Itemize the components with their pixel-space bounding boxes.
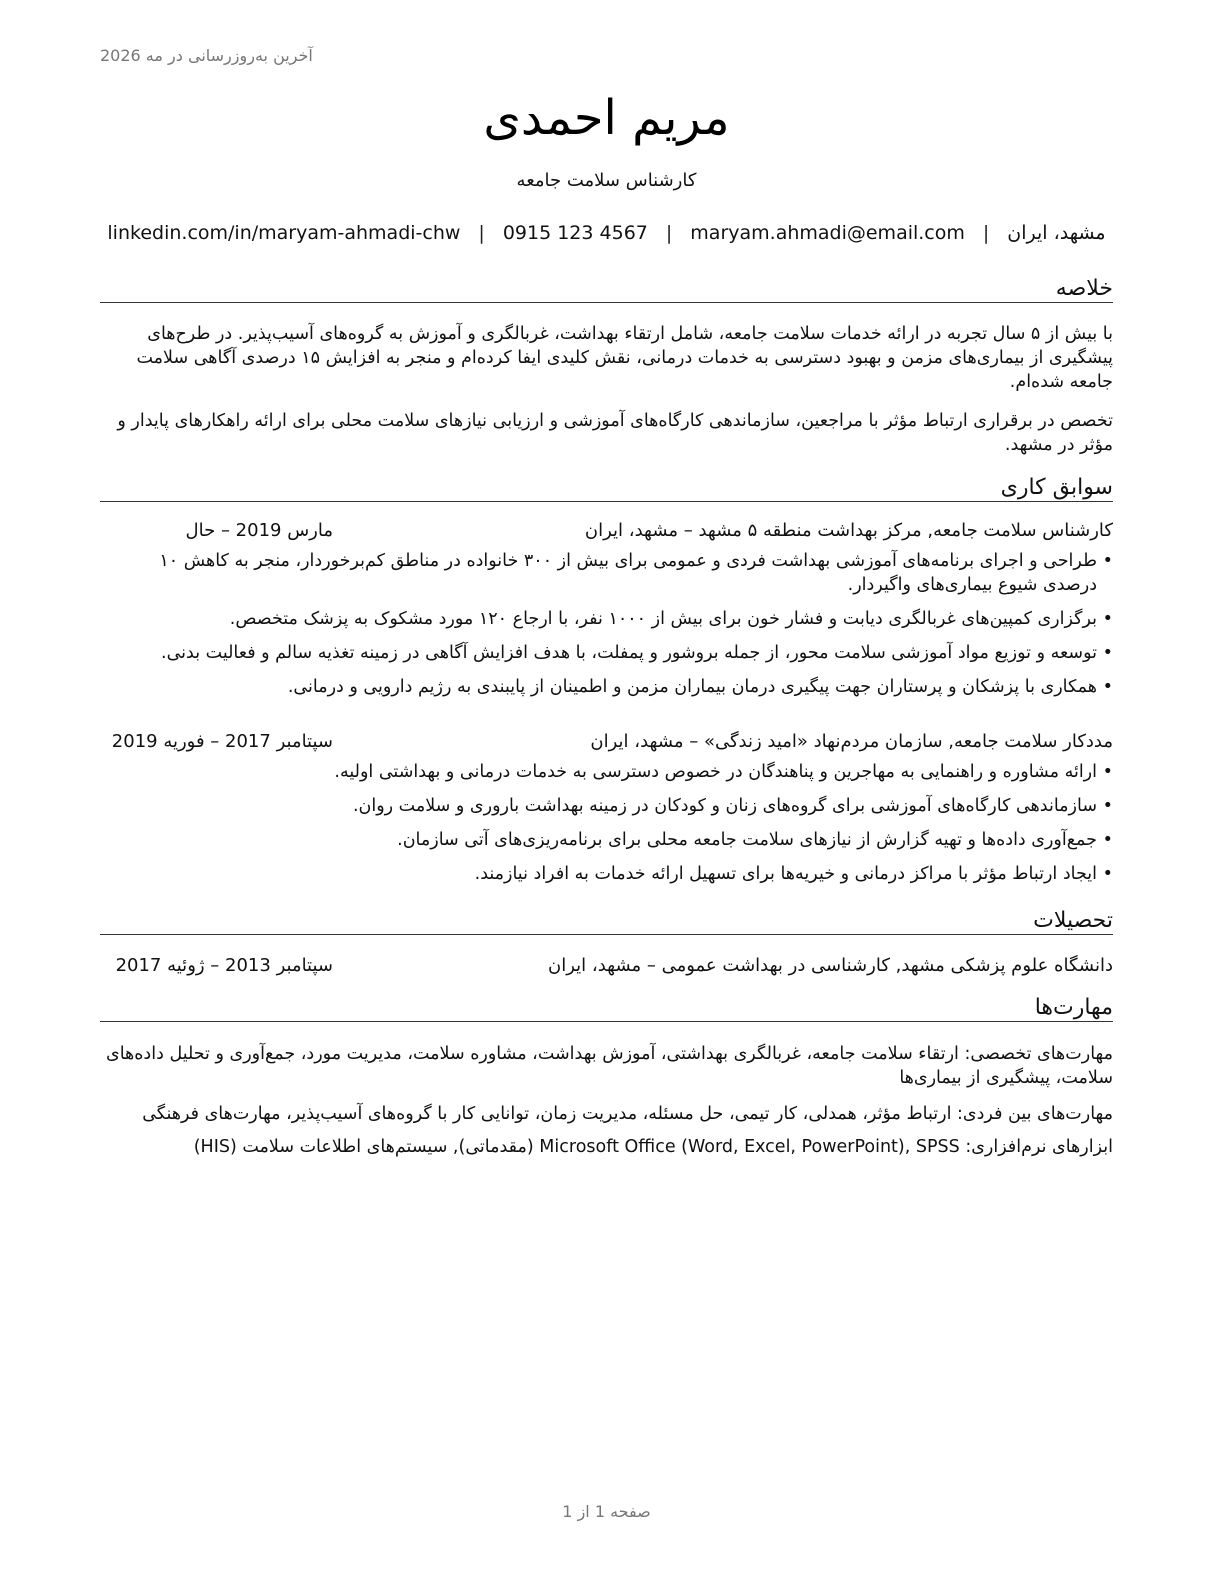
- section-title-skills: مهارت‌ها: [100, 995, 1113, 1022]
- section-title-experience: سوابق کاری: [100, 475, 1113, 502]
- job-bullet: • توسعه و توزیع مواد آموزشی سلامت محور، از جمله بروشور و پمفلت، با هدف افزایش آگاهی در زمینه تغذیه سالم و فعالیت بدنی.: [100, 641, 1113, 665]
- summary-paragraph-2: تخصص در برقراری ارتباط مؤثر با مراجعین، سازماندهی کارگاه‌های آموزشی و ارزیابی نیازهای سلامت محلی برای ارائه راهکارهای پایدار و مؤثر در مشهد.: [117, 411, 1113, 455]
- contact-location: مشهد، ایران: [1007, 222, 1106, 244]
- job-bullet: • برگزاری کمپین‌های غربالگری دیابت و فشار خون برای بیش از ۱۰۰۰ نفر، با ارجاع ۱۲۰ مورد مشکوک به پزشک متخصص.: [100, 607, 1113, 631]
- job-dates: سپتامبر 2017 – فوریه 2019: [111, 731, 333, 752]
- candidate-name: مریم احمدی: [483, 90, 730, 146]
- job-bullet: • ایجاد ارتباط مؤثر با مراکز درمانی و خیریه‌ها برای تسهیل ارائه خدمات به افراد نیازمند.: [100, 862, 1113, 886]
- job-header: [100, 730, 1113, 754]
- page-number: صفحه 1 از 1: [562, 1502, 651, 1521]
- skills-interpersonal: مهارت‌های بین فردی: ارتباط مؤثر، همدلی، کار تیمی، حل مسئله، مدیریت زمان، توانایی کار با گروه‌های آسیب‌پذیر، مهارت‌های فرهنگی: [142, 1104, 1113, 1124]
- job-bullet: • سازماندهی کارگاه‌های آموزشی برای گروه‌های زنان و کودکان در زمینه بهداشت باروری و سلامت روان.: [100, 794, 1113, 818]
- summary-paragraph-1: با بیش از ۵ سال تجربه در ارائه خدمات سلامت جامعه، شامل ارتقاء بهداشت، غربالگری و آموزش به گروه‌های آسیب‌پذیر. در طرح‌های پیشگیری از بیماری‌های مزمن و بهبود دسترسی به خدمات درمانی، نقش کلیدی ایفا کرده‌ام و منجر به افزایش ۱۵ درصدی آگاهی سلامت جامعه شده‌ام.: [136, 324, 1113, 392]
- last-updated: آخرین به‌روزرسانی در مه 2026: [100, 46, 313, 65]
- skills-professional: مهارت‌های تخصصی: ارتقاء سلامت جامعه، غربالگری بهداشتی، آموزش بهداشت، مشاوره سلامت، مدیریت مورد، جمع‌آوری و تحلیل داده‌های سلامت، پیشگیری از بیماری‌ها: [106, 1044, 1113, 1088]
- job-bullets: [100, 760, 1113, 896]
- contact-email[interactable]: maryam.ahmadi@email.com: [690, 222, 965, 244]
- job-title: کارشناس سلامت جامعه, مرکز بهداشت منطقه ۵ مشهد – مشهد، ایران: [584, 520, 1113, 541]
- job-title: مددکار سلامت جامعه, سازمان مردم‌نهاد «امید زندگی» – مشهد، ایران: [590, 731, 1113, 752]
- job-bullet: • جمع‌آوری داده‌ها و تهیه گزارش از نیازهای سلامت جامعه محلی برای برنامه‌ریزی‌های آتی سازمان.: [100, 828, 1113, 852]
- education-degree: دانشگاه علوم پزشکی مشهد, کارشناسی در بهداشت عمومی – مشهد، ایران: [548, 955, 1113, 976]
- job-bullet: • طراحی و اجرای برنامه‌های آموزشی بهداشت فردی و عمومی برای بیش از ۳۰۰ خانواده در مناطق کم‌برخوردار، منجر به کاهش ۱۰ درصدی شیوع بیماری‌های واگیردار.: [100, 549, 1113, 597]
- job-dates: مارس 2019 – حال: [185, 520, 333, 541]
- education-entry: [100, 954, 1113, 978]
- contact-line: [100, 222, 1113, 244]
- education-dates: سپتامبر 2013 – ژوئیه 2017: [115, 955, 333, 976]
- job-header: [100, 519, 1113, 543]
- job-bullet: • ارائه مشاوره و راهنمایی به مهاجرین و پناهندگان در خصوص دسترسی به خدمات درمانی و بهداشتی اولیه.: [100, 760, 1113, 784]
- contact-linkedin[interactable]: linkedin.com/in/maryam-ahmadi-chw: [107, 222, 461, 244]
- section-title-education: تحصیلات: [100, 908, 1113, 935]
- contact-separator: |: [982, 222, 990, 244]
- job-bullets: [100, 549, 1113, 709]
- section-title-summary: خلاصه: [100, 276, 1113, 303]
- skills-software: ابزارهای نرم‌افزاری: Microsoft Office (Word, Excel, PowerPoint), SPSS (مقدماتی), سیستم‌های اطلاعات سلامت (HIS): [193, 1137, 1113, 1157]
- contact-separator: |: [478, 222, 485, 244]
- contact-phone: 0915 123 4567: [502, 222, 648, 244]
- candidate-headline: کارشناس سلامت جامعه: [516, 170, 697, 191]
- contact-separator: |: [665, 222, 673, 244]
- resume-page: [100, 0, 1113, 1584]
- job-bullet: • همکاری با پزشکان و پرستاران جهت پیگیری درمان بیماران مزمن و اطمینان از پایبندی به رژیم دارویی و درمانی.: [100, 675, 1113, 699]
